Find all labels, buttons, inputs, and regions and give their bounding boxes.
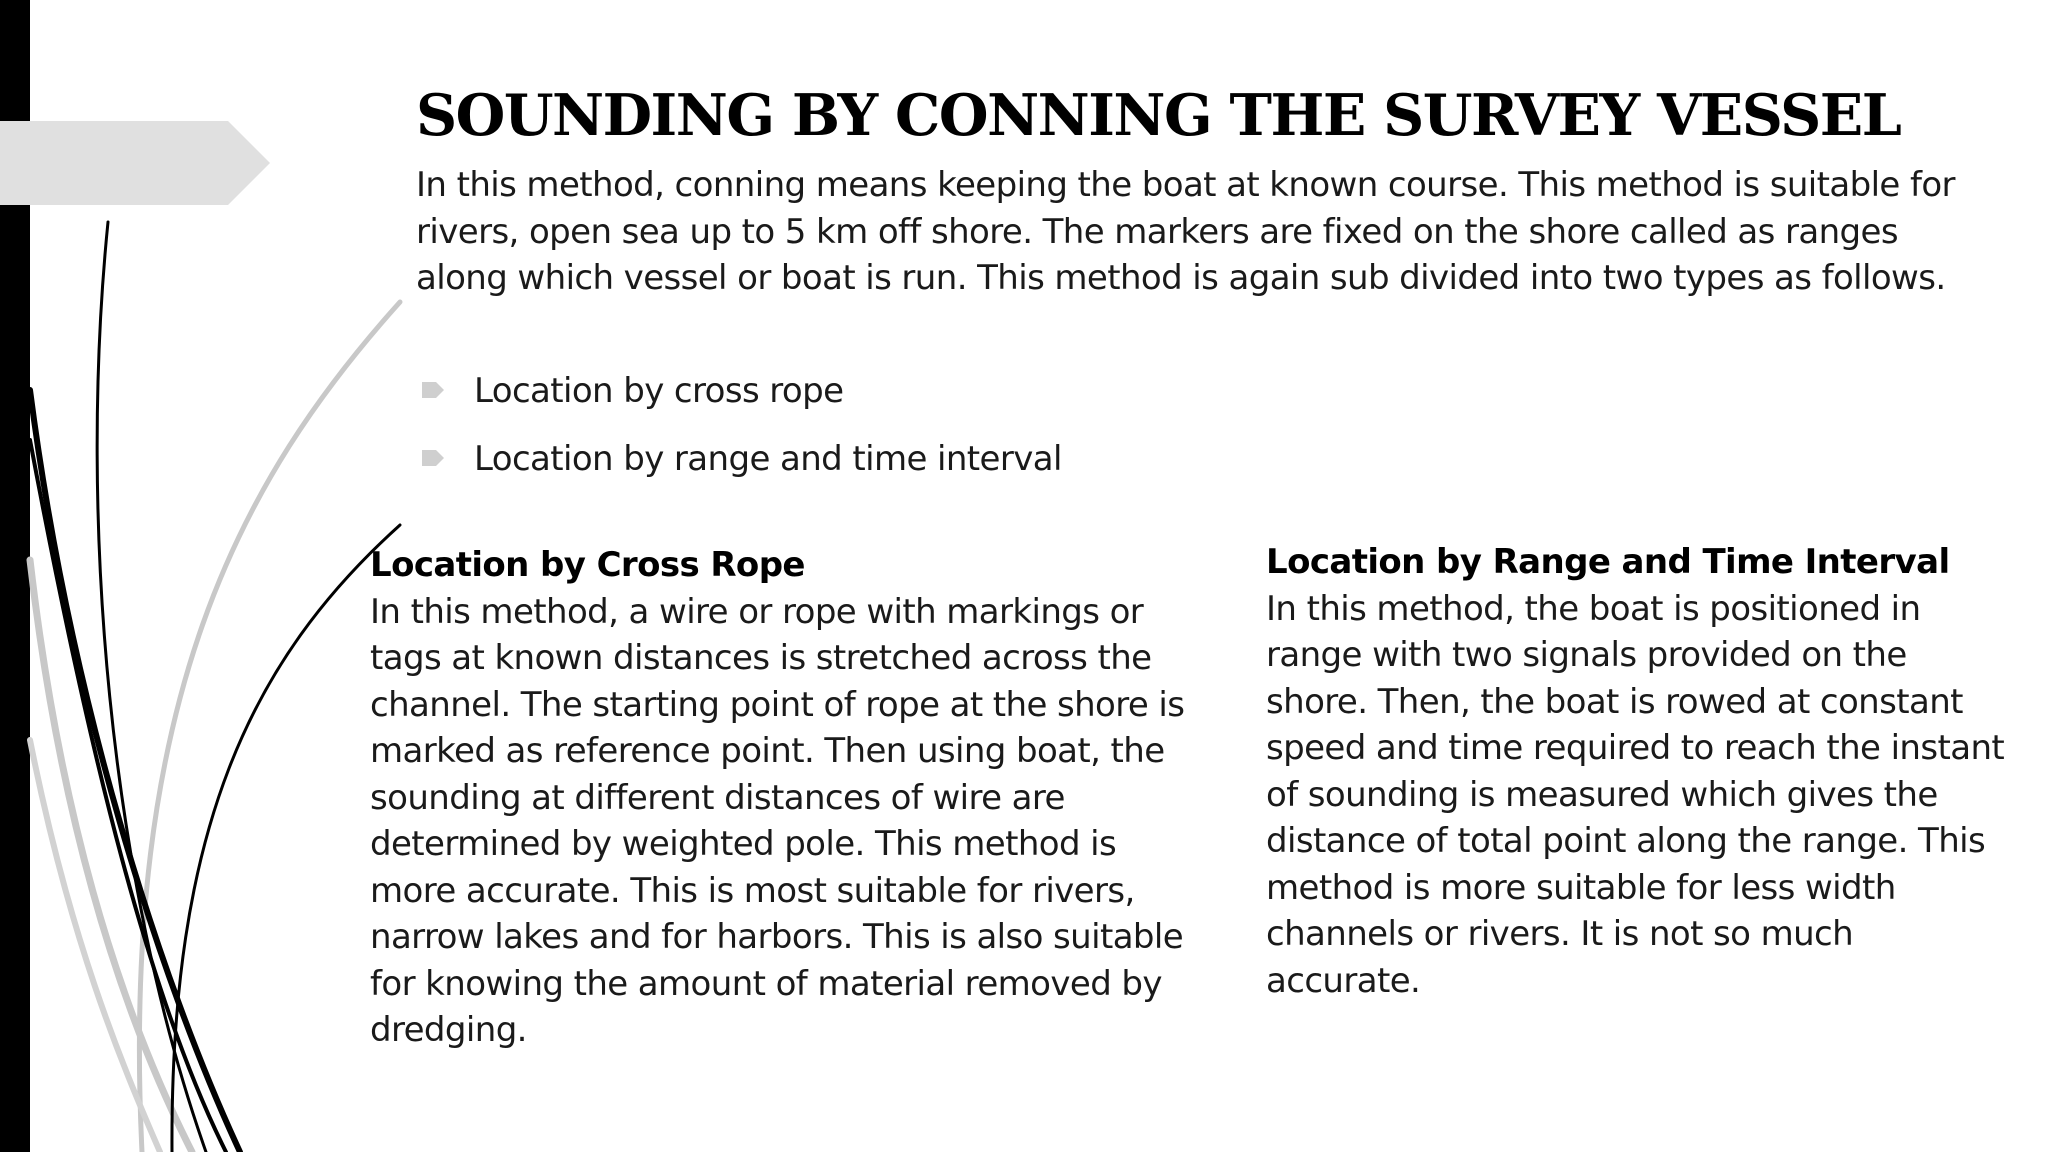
bullet-list	[416, 368, 1716, 504]
intro-paragraph: In this method, conning means keeping the boat at known course. This method is suitable for rivers, open sea up to 5 km off shore. The markers are fixed on the shore called as ranges along which vessel or boat is run. This method is again sub divided into two types as follows.	[416, 165, 1955, 298]
range-time-section	[1266, 539, 2006, 1004]
arrow-bullet-icon	[422, 382, 444, 398]
range-time-heading: Location by Range and Time Interval	[1266, 542, 1950, 582]
bullet-item-range-time	[416, 436, 1716, 482]
light-curve-1	[139, 302, 400, 1152]
cross-rope-section	[370, 542, 1210, 1054]
cross-rope-heading: Location by Cross Rope	[370, 545, 805, 585]
arrow-bullet-icon	[422, 450, 444, 466]
bullet-item-cross-rope	[416, 368, 1716, 414]
cross-rope-body: In this method, a wire or rope with markings or tags at known distances is stretched across the channel. The starting point of rope at the shore is marked as reference point. Then using boat, the sounding at different distances of wire are determined by weighted pole. This method is more accurate. This is most suitable for rivers, narrow lakes and for harbors. This is also suitable for knowing the amount of material removed by dredging.	[370, 591, 1185, 1050]
dark-curve-1	[97, 222, 206, 1152]
slide-title: SOUNDING BY CONNING THE SURVEY VESSEL	[416, 82, 1901, 149]
range-time-body: In this method, the boat is positioned in range with two signals provided on the shore. Then, the boat is rowed at constant speed and time required to reach the instant of sounding is measured which gives the distance of total point along the range. This method is more suitable for less width channels or rivers. It is not so much accurate.	[1266, 588, 2005, 1001]
bullet-text: Location by range and time interval	[474, 439, 1062, 479]
bullet-text: Location by cross rope	[474, 371, 844, 411]
